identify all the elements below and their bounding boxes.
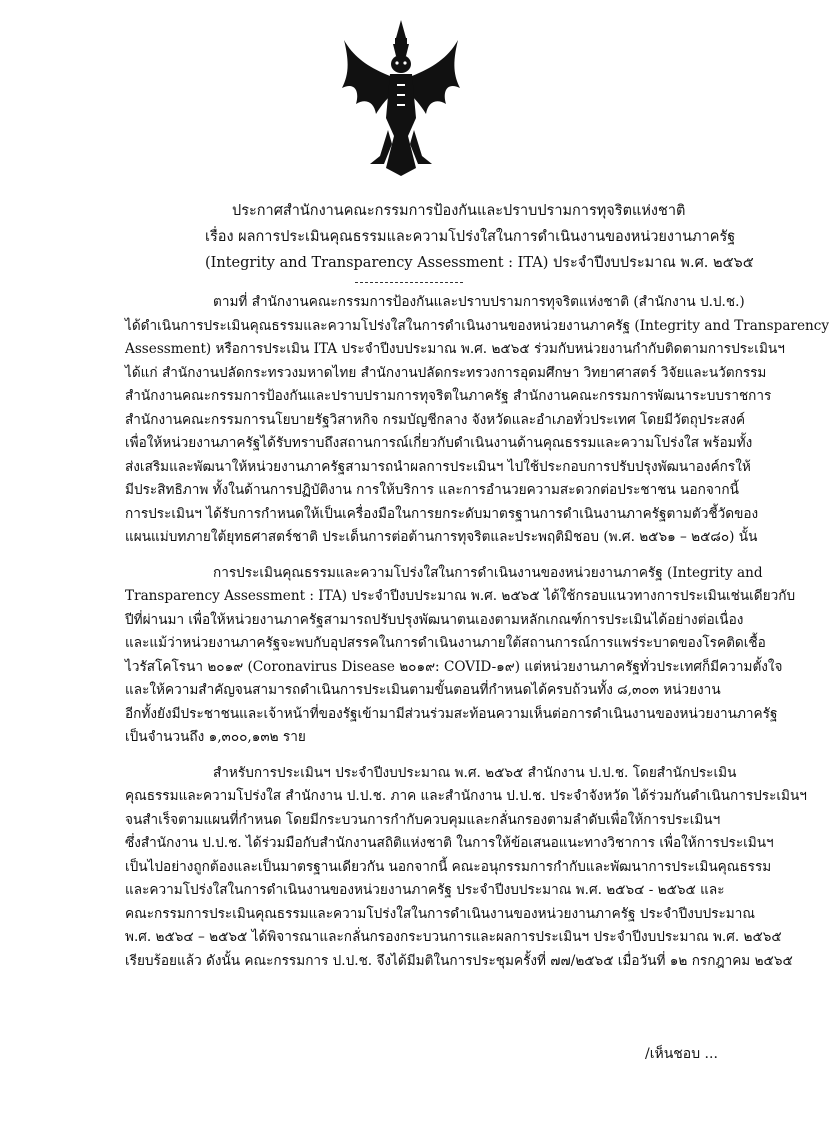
text-line: สำหรับการประเมินฯ ประจำปีงบประมาณ พ.ศ. ๒๕๖๕ สำนักงาน ป.ป.ช. โดยสำนักประเมิน: [213, 764, 737, 781]
text-line: เป็นไปอย่างถูกต้องและเป็นมาตรฐานเดียวกัน นอกจากนี้ คณะอนุกรรมการกำกับและพัฒนาการประเมินคุณธรรม: [125, 858, 772, 875]
text-line: ปีที่ผ่านมา เพื่อให้หน่วยงานภาครัฐสามารถปรับปรุงพัฒนาตนเองตามหลักเกณฑ์การประเมินได้อย่างต่อเนื่อง: [125, 611, 744, 628]
header-divider: [355, 282, 463, 283]
text-line: ตามที่ สำนักงานคณะกรรมการป้องกันและปราบปรามการทุจริตแห่งชาติ (สำนักงาน ป.ป.ช.): [213, 294, 745, 310]
text-line: เป็นจำนวนถึง ๑,๓๐๐,๑๓๒ ราย: [125, 729, 306, 745]
paragraph-2: [125, 562, 796, 750]
text-line: ส่งเสริมและพัฒนาให้หน่วยงานภาครัฐสามารถนำผลการประเมินฯ ไปใช้ประกอบการปรับปรุงพัฒนาองค์กรให้: [125, 458, 751, 475]
text-line: สำนักงานคณะกรรมการป้องกันและปราบปรามการทุจริตในภาครัฐ สำนักงานคณะกรรมการพัฒนาระบบราชการ: [125, 388, 772, 404]
garuda-emblem-icon: [340, 18, 462, 178]
text-line: เพื่อให้หน่วยงานภาครัฐได้รับทราบถึงสถานการณ์เกี่ยวกับดำเนินงานด้านคุณธรรมและความโปร่งใส พร้อมทั้ง: [125, 435, 753, 451]
text-line: พ.ศ. ๒๕๖๔ – ๒๕๖๕ ได้พิจารณาและกลั่นกรองกระบวนการและผลการประเมินฯ ประจำปีงบประมาณ พ.ศ. ๒๕๖๕: [125, 929, 782, 945]
issuer-line: ประกาศสำนักงานคณะกรรมการป้องกันและปราบปรามการทุจริตแห่งชาติ: [232, 203, 686, 219]
paragraph-3: [125, 762, 807, 974]
announcement-header: [150, 198, 754, 276]
text-line: Transparency Assessment : ITA) ประจำปีงบประมาณ พ.ศ. ๒๕๖๕ ได้ใช้กรอบแนวทางการประเมินเช่นเดียวกับ: [125, 588, 796, 604]
text-line: และแม้ว่าหน่วยงานภาครัฐจะพบกับอุปสรรคในการดำเนินงานภายใต้สถานการณ์การแพร่ระบาดของโรคติดเชื้อ: [125, 635, 766, 651]
text-line: เรียบร้อยแล้ว ดังนั้น คณะกรรมการ ป.ป.ช. จึงได้มีมติในการประชุมครั้งที่ ๗๗/๒๕๖๕ เมื่อวันที่ ๑๒ กรกฎาคม ๒๕๖๕: [125, 952, 793, 969]
text-line: คณะกรรมการประเมินคุณธรรมและความโปร่งใสในการดำเนินงานของหน่วยงานภาครัฐ ประจำปีงบประมาณ: [125, 905, 756, 922]
text-line: มีประสิทธิภาพ ทั้งในด้านการปฏิบัติงาน การให้บริการ และการอำนวยความสะดวกต่อประชาชน นอกจากนี้: [125, 482, 739, 498]
text-line: ซึ่งสำนักงาน ป.ป.ช. ได้ร่วมมือกับสำนักงานสถิติแห่งชาติ ในการให้ข้อเสนอแนะทางวิชาการ เพื่อให้การประเมินฯ: [125, 835, 774, 851]
paragraph-1: [125, 291, 829, 550]
text-line: ได้แก่ สำนักงานปลัดกระทรวงมหาดไทย สำนักงานปลัดกระทรวงการอุดมศึกษา วิทยาศาสตร์ วิจัยและนวัตกรรม: [125, 364, 767, 381]
text-line: อีกทั้งยังมีประชาชนและเจ้าหน้าที่ของรัฐเข้ามามีส่วนร่วมสะท้อนความเห็นต่อการดำเนินงานของหน่วยงานภาครัฐ: [125, 705, 778, 722]
subject-line: เรื่อง ผลการประเมินคุณธรรมและความโปร่งใสในการดำเนินงานของหน่วยงานภาครัฐ: [205, 229, 736, 245]
continuation-marker: /เห็นชอบ ...: [645, 1046, 718, 1062]
text-line: ได้ดำเนินการประเมินคุณธรรมและความโปร่งใสในการดำเนินงานของหน่วยงานภาครัฐ (Integrity and Transparency: [125, 317, 829, 334]
text-line: ไวรัสโคโรนา ๒๐๑๙ (Coronavirus Disease ๒๐๑๙: COVID-๑๙) แต่หน่วยงานภาครัฐทั่วประเทศก็มีความตั้งใจ: [125, 658, 783, 675]
announcement-body: [125, 291, 829, 985]
subject-line-ita: (Integrity and Transparency Assessment : ITA) ประจำปีงบประมาณ พ.ศ. ๒๕๖๕: [205, 255, 754, 271]
text-line: การประเมินฯ ได้รับการกำหนดให้เป็นเครื่องมือในการยกระดับมาตรฐานการดำเนินงานภาครัฐตามตัวชี้วัดของ: [125, 505, 759, 522]
text-line: สำนักงานคณะกรรมการนโยบายรัฐวิสาหกิจ กรมบัญชีกลาง จังหวัดและอำเภอทั่วประเทศ โดยมีวัตถุประสงค์: [125, 411, 746, 428]
text-line: แผนแม่บทภายใต้ยุทธศาสตร์ชาติ ประเด็นการต่อต้านการทุจริตและประพฤติมิชอบ (พ.ศ. ๒๕๖๑ – ๒๕๘๐) นั้น: [125, 529, 758, 545]
text-line: จนสำเร็จตามแผนที่กำหนด โดยมีกระบวนการกำกับควบคุมและกลั่นกรองตามลำดับเพื่อให้การประเมินฯ: [125, 811, 721, 828]
text-line: Assessment) หรือการประเมิน ITA ประจำปีงบประมาณ พ.ศ. ๒๕๖๕ ร่วมกับหน่วยงานกำกับติดตามการประเมินฯ: [125, 341, 785, 357]
text-line: การประเมินคุณธรรมและความโปร่งใสในการดำเนินงานของหน่วยงานภาครัฐ (Integrity and: [213, 564, 763, 581]
text-line: คุณธรรมและความโปร่งใส สำนักงาน ป.ป.ช. ภาค และสำนักงาน ป.ป.ช. ประจำจังหวัด ได้ร่วมกันดำเนินการประเมินฯ: [125, 788, 807, 804]
text-line: และให้ความสำคัญจนสามารถดำเนินการประเมินตามขั้นตอนที่กำหนดได้ครบถ้วนทั้ง ๘,๓๐๓ หน่วยงาน: [125, 682, 721, 698]
text-line: และความโปร่งใสในการดำเนินงานของหน่วยงานภาครัฐ ประจำปีงบประมาณ พ.ศ. ๒๕๖๔ - ๒๕๖๕ และ: [125, 882, 725, 898]
